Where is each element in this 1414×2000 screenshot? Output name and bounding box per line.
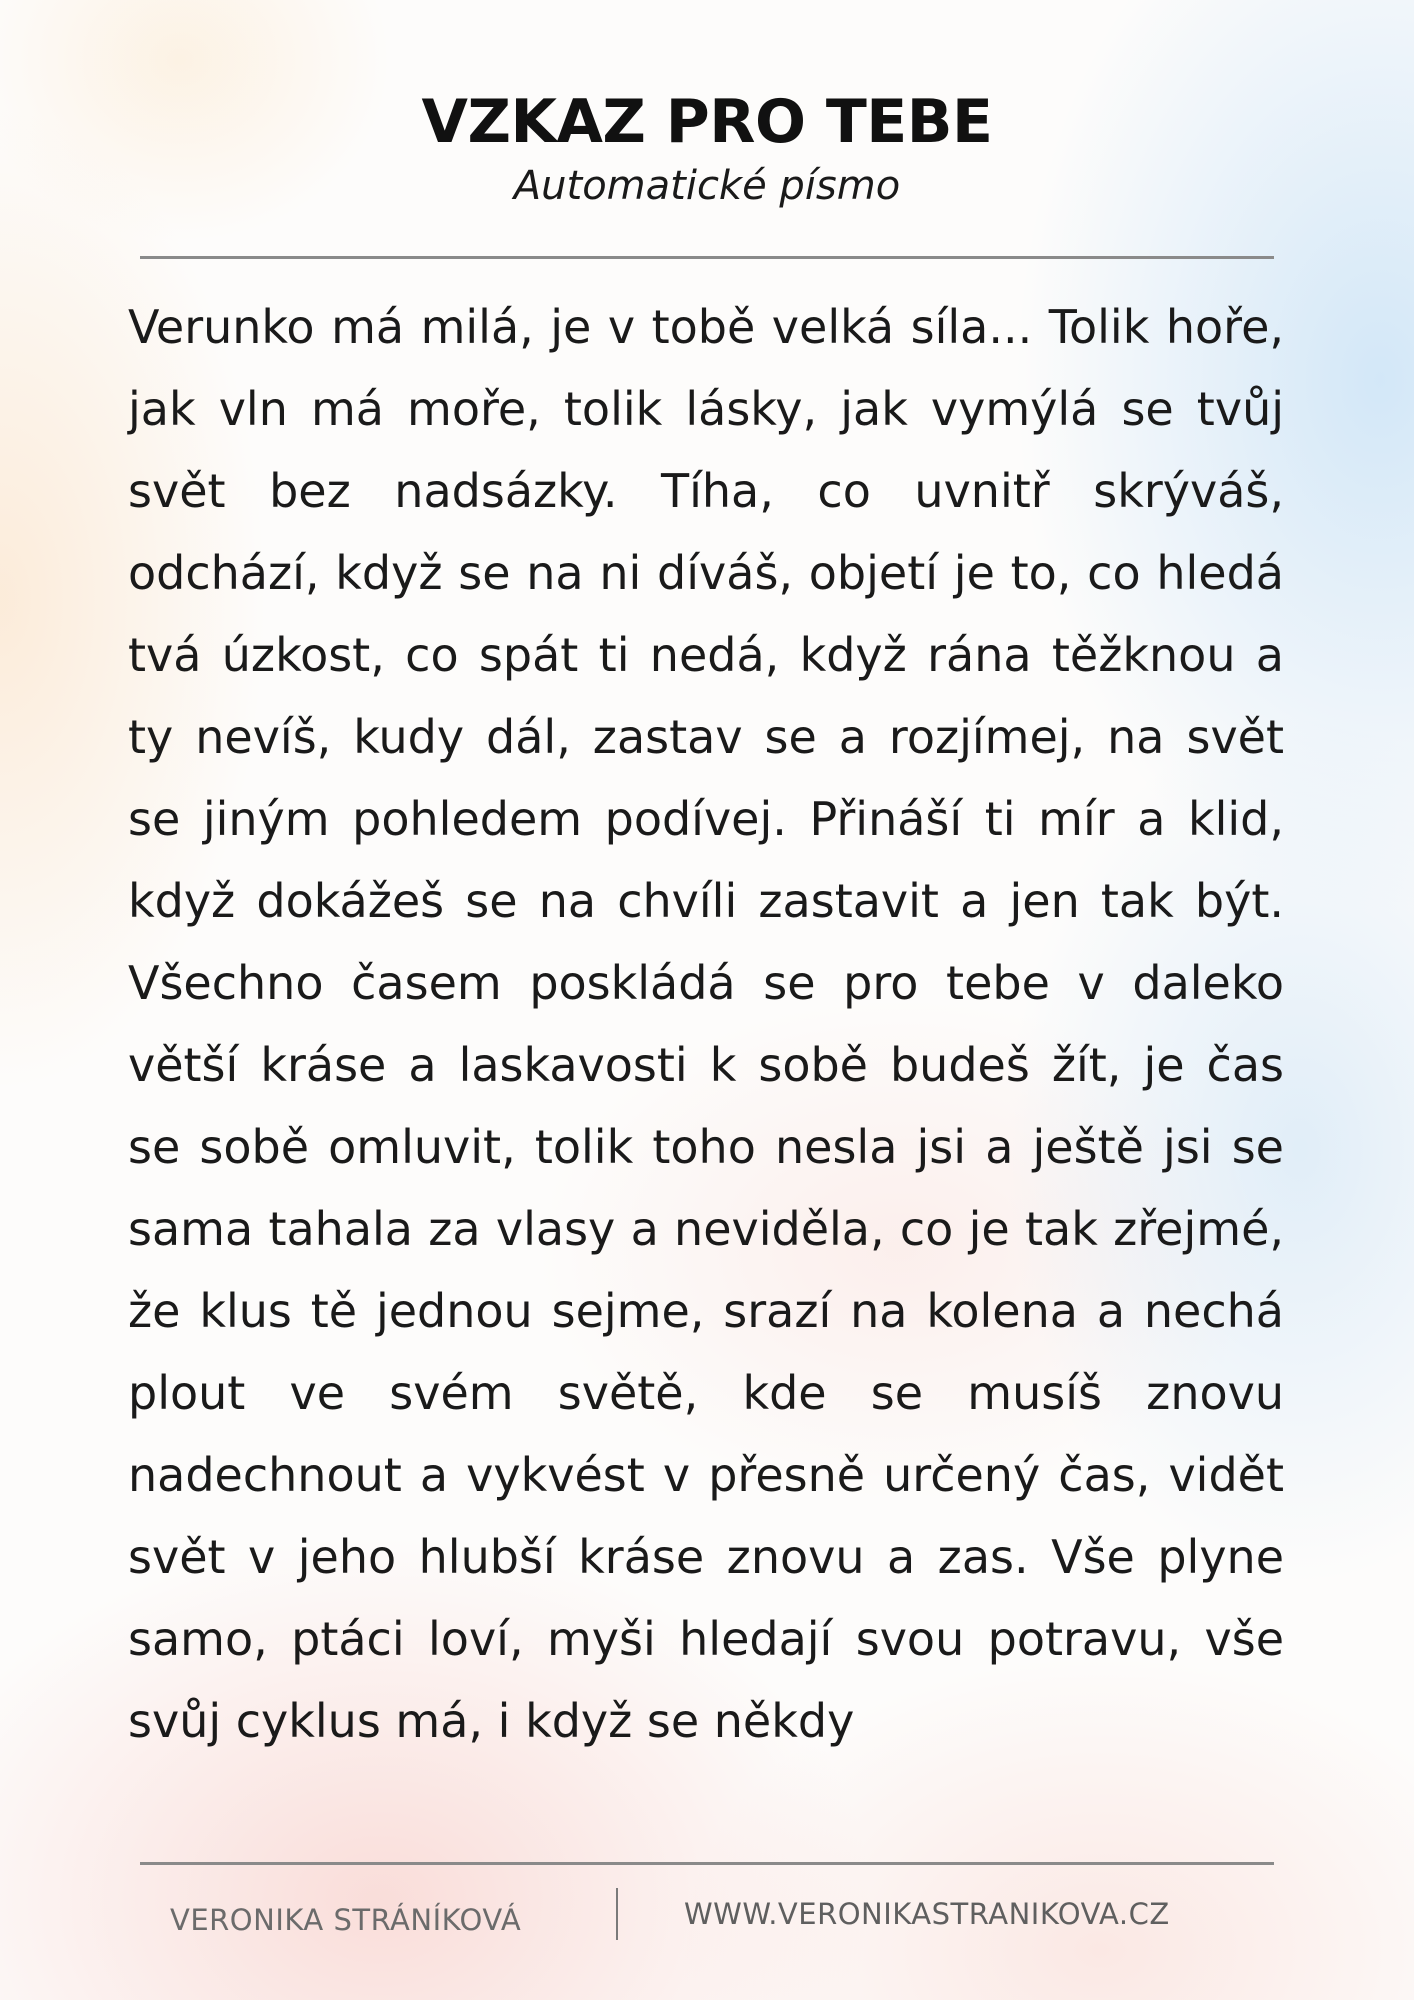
footer-separator	[616, 1888, 618, 1940]
page-subtitle: Automatické písmo	[513, 163, 901, 209]
message-body: Verunko má milá, je v tobě velká síla... Tolik hoře, jak vln má moře, tolik lásky, jak vymýlá se tvůj svět bez nadsázky. Tíha, co uvnitř skrýváš, odchází, když se na ni díváš, objetí je to, co hledá tvá úzkost, co spát ti nedá, když rána těžknou a ty nevíš, kudy dál, zastav se a rozjímej, na svět se jiným pohledem podívej. Přináší ti mír a klid, když dokážeš se na chvíli zastavit a jen tak být. Všechno časem poskládá se pro tebe v daleko větší kráse a laskavosti k sobě budeš žít, je čas se sobě omluvit, tolik toho nesla jsi a ještě jsi se sama tahala za vlasy a neviděla, co je tak zřejmé, že klus tě jednou sejme, srazí na kolena a nechá plout ve svém světě, kde se musíš znovu nadechnout a vykvést v přesně určený čas, vidět svět v jeho hlubší kráse znovu a zas. Vše plyne samo, ptáci loví, myši hledají svou potravu, vše svůj cyklus má, i když se někdy	[128, 300, 1284, 1748]
page-title: VZKAZ PRO TEBE	[421, 87, 993, 157]
footer-website: WWW.VERONIKASTRANIKOVA.CZ	[684, 1897, 1170, 1931]
bottom-divider	[140, 1862, 1274, 1865]
footer-author: VERONIKA STRÁNÍKOVÁ	[170, 1903, 522, 1937]
top-divider	[140, 256, 1274, 259]
